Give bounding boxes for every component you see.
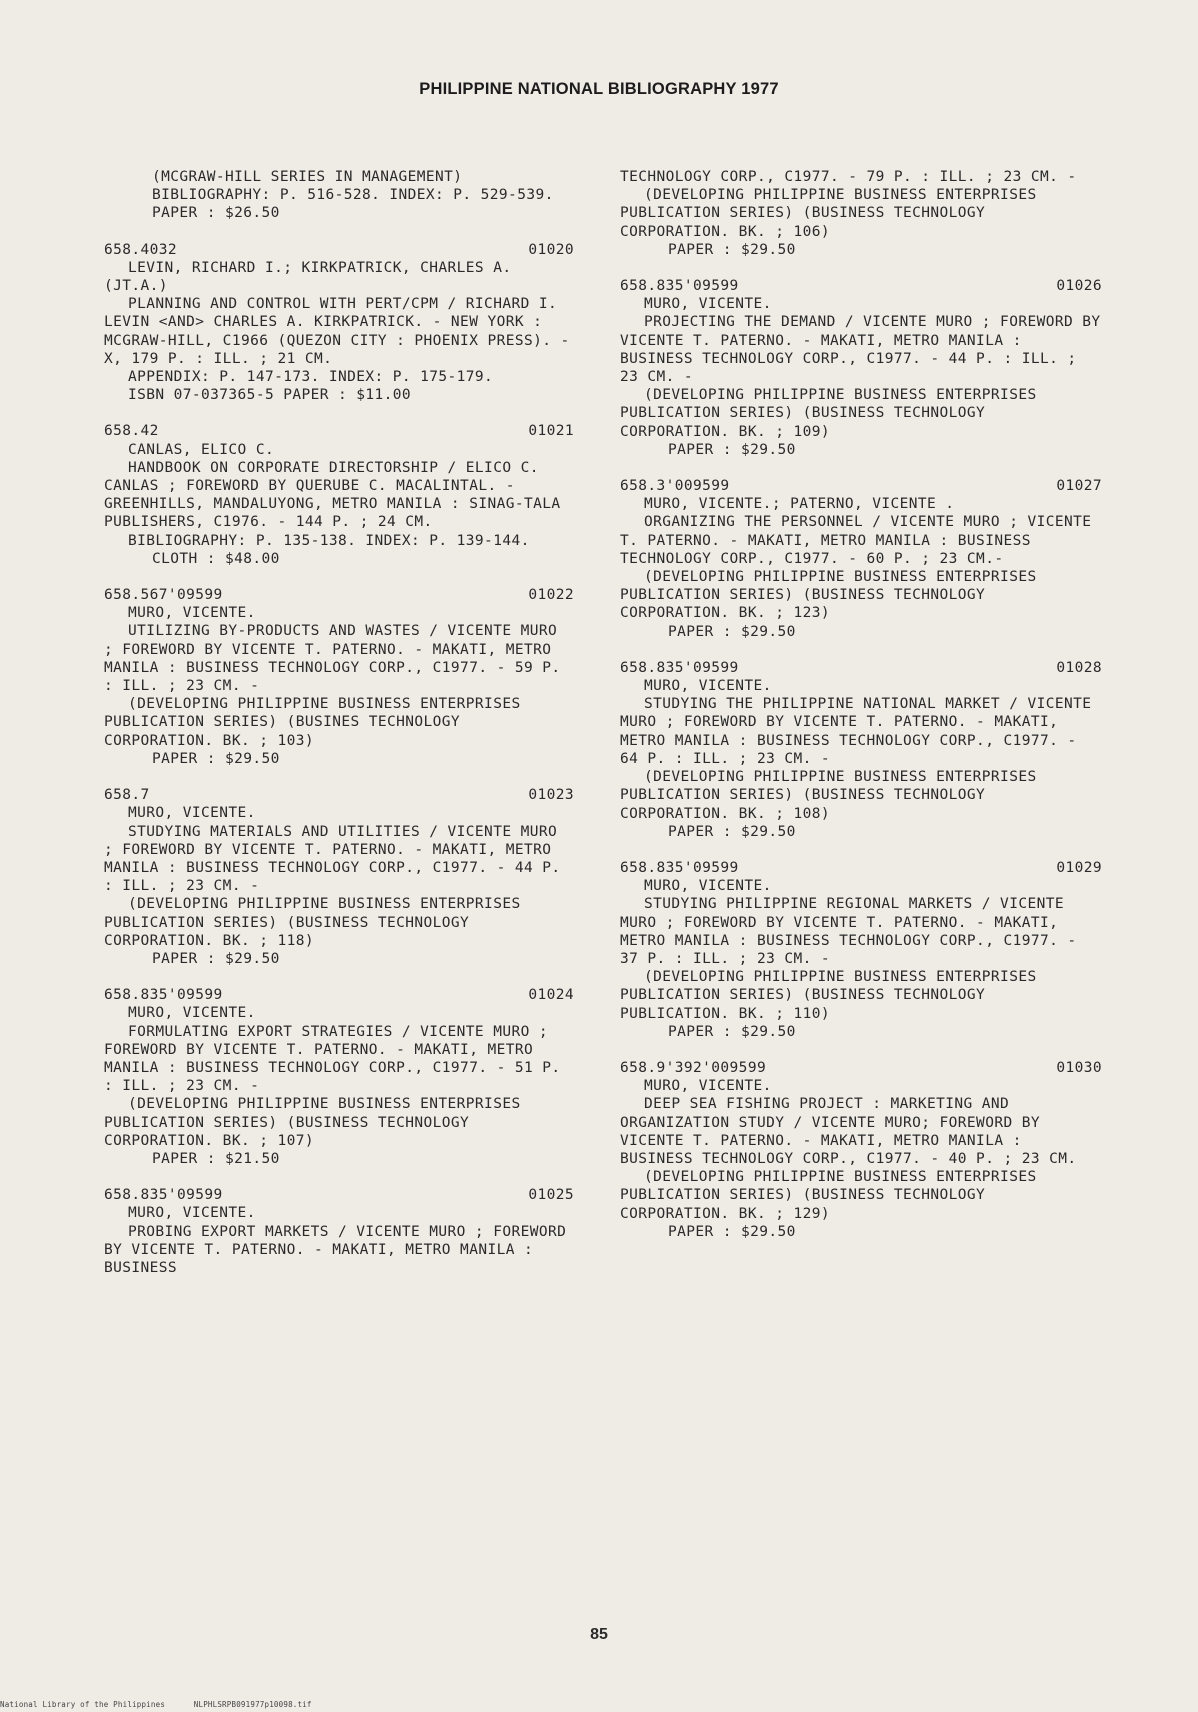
series-note: (DEVELOPING PHILIPPINE BUSINESS ENTERPRISES PUBLICATION SERIES) (BUSINESS TECHNOLOGY CORPORATION. BK. ; 108) [620,769,1037,822]
series-note: (MCGRAW-HILL SERIES IN MANAGEMENT) [152,169,463,185]
bib-entry [620,659,1102,841]
footer-library: National Library of the Philippines [0,1700,166,1709]
price: PAPER : $21.50 [152,1150,280,1167]
price: PAPER : $29.50 [152,950,280,967]
author: MURO, VICENTE. [644,296,772,313]
price: CLOTH : $48.00 [152,550,280,567]
title-statement: ORGANIZING THE PERSONNEL / VICENTE MURO ; VICENTE T. PATERNO. - MAKATI, METRO MANILA : BUSINESS TECHNOLOGY CORP., C1977. - 60 P. ; 23 CM.- [620,514,1092,567]
class-number: 658.3'009599 [620,478,730,495]
price: PAPER : $29.50 [668,1023,796,1040]
title-statement: UTILIZING BY-PRODUCTS AND WASTES / VICENTE MURO ; FOREWORD BY VICENTE T. PATERNO. - MAKATI, METRO MANILA : BUSINESS TECHNOLOGY CORP., C1977. - 59 P. : ILL. ; 23 CM. - [104,623,561,695]
title-statement: STUDYING PHILIPPINE REGIONAL MARKETS / VICENTE MURO ; FOREWORD BY VICENTE T. PATERNO. - MAKATI, METRO MANILA : BUSINESS TECHNOLOGY CORP., C1977. - 37 P. : ILL. ; 23 CM. - [620,896,1077,967]
author: LEVIN, RICHARD I.; KIRKPATRICK, CHARLES A. (JT.A.) [104,259,512,295]
continuation-block [104,168,574,223]
title-statement: PLANNING AND CONTROL WITH PERT/CPM / RICHARD I. LEVIN <AND> CHARLES A. KIRKPATRICK. - NEW YORK : MCGRAW-HILL, C1966 (QUEZON CITY : PHOENIX PRESS). - X, 179 P. : ILL. ; 21 CM. [104,296,570,367]
class-number: 658.7 [104,787,150,804]
author: MURO, VICENTE. [128,805,256,822]
page-number: 85 [590,1626,608,1643]
entry-number: 01030 [1056,1059,1102,1076]
class-number: 658.835'09599 [104,987,223,1004]
bib-entry [104,586,574,768]
author: MURO, VICENTE. [128,1205,256,1222]
bib-entry [104,786,574,968]
footer-file: NLPHLSRPB091977p10098.tif [193,1700,312,1709]
price: PAPER : $29.50 [668,623,796,640]
bib-entry [620,477,1102,641]
class-number: 658.4032 [104,241,178,258]
series-note: (DEVELOPING PHILIPPINE BUSINESS ENTERPRISES PUBLICATION SERIES) (BUSINES TECHNOLOGY CORPORATION. BK. ; 103) [104,696,521,749]
scan-footer [0,1700,336,1709]
entry-number: 01025 [528,1187,574,1204]
note: APPENDIX: P. 147-173. INDEX: P. 175-179. [128,369,494,386]
bib-entry [620,859,1102,1041]
price: PAPER : $29.50 [668,823,796,840]
class-number: 658.9'392'009599 [620,1059,767,1076]
entry-number: 01023 [528,787,574,804]
title-statement: HANDBOOK ON CORPORATE DIRECTORSHIP / ELICO C. CANLAS ; FOREWORD BY QUERUBE C. MACALINTAL. - GREENHILLS, MANDALUYONG, METRO MANILA : SINAG-TALA PUBLISHERS, C1976. - 144 P. ; 24 CM. [104,459,561,531]
title-statement: PROJECTING THE DEMAND / VICENTE MURO ; FOREWORD BY VICENTE T. PATERNO. - MAKATI, METRO MANILA : BUSINESS TECHNOLOGY CORP., C1977. - 44 P. : ILL. ; 23 CM. - [620,314,1101,386]
entry-number: 01026 [1056,278,1102,295]
series-note: (DEVELOPING PHILIPPINE BUSINESS ENTERPRISES PUBLICATION SERIES) (BUSINESS TECHNOLOGY CORPORATION. BK. ; 107) [104,1096,521,1149]
price: PAPER : $29.50 [668,241,796,258]
author: CANLAS, ELICO C. [128,441,275,458]
entry-number: 01021 [528,423,574,440]
series-note: (DEVELOPING PHILIPPINE BUSINESS ENTERPRISES PUBLICATION SERIES) (BUSINESS TECHNOLOGY CORPORATION. BK. ; 123) [620,569,1037,622]
class-number: 658.835'09599 [620,859,739,876]
class-number: 658.835'09599 [620,278,739,295]
series-note: (DEVELOPING PHILIPPINE BUSINESS ENTERPRISES PUBLICATION SERIES) (BUSINESS TECHNOLOGY CORPORATION. BK. ; 109) [620,387,1037,440]
right-column [620,168,1102,1259]
entry-number: 01024 [528,987,574,1004]
entry-number: 01020 [528,241,574,258]
class-number: 658.567'09599 [104,587,223,604]
class-number: 658.42 [104,423,159,440]
bib-entry [104,422,574,568]
author: MURO, VICENTE.; PATERNO, VICENTE . [644,496,955,513]
page-title: PHILIPPINE NATIONAL BIBLIOGRAPHY 1977 [419,80,779,98]
class-number: 658.835'09599 [620,659,739,676]
series-note: (DEVELOPING PHILIPPINE BUSINESS ENTERPRISES PUBLICATION SERIES) (BUSINESS TECHNOLOGY CORPORATION. BK. ; 118) [104,896,521,949]
entry-number: 01029 [1056,859,1102,876]
bib-entry [104,986,574,1168]
bib-entry [104,1186,574,1277]
title-statement: STUDYING THE PHILIPPINE NATIONAL MARKET / VICENTE MURO ; FOREWORD BY VICENTE T. PATERNO. - MAKATI, METRO MANILA : BUSINESS TECHNOLOGY CORP., C1977. - 64 P. : ILL. ; 23 CM. - [620,696,1092,767]
author: MURO, VICENTE. [128,1005,256,1022]
price: PAPER : $26.50 [152,205,280,222]
note: BIBLIOGRAPHY: P. 135-138. INDEX: P. 139-144. [128,532,530,549]
author: MURO, VICENTE. [644,878,772,895]
price: PAPER : $29.50 [152,750,280,767]
series-note: (DEVELOPING PHILIPPINE BUSINESS ENTERPRISES PUBLICATION SERIES) (BUSINESS TECHNOLOGY CORPORATION. BK. ; 106) [620,187,1037,240]
entry-number: 01028 [1056,659,1102,676]
collation: TECHNOLOGY CORP., C1977. - 79 P. : ILL. ; 23 CM. - [620,169,1077,185]
left-column [104,168,574,1295]
entry-number: 01022 [528,587,574,604]
price: PAPER : $29.50 [668,1223,796,1240]
title-statement: STUDYING MATERIALS AND UTILITIES / VICENTE MURO ; FOREWORD BY VICENTE T. PATERNO. - MAKATI, METRO MANILA : BUSINESS TECHNOLOGY CORP., C1977. - 44 P. : ILL. ; 23 CM. - [104,823,561,895]
author: MURO, VICENTE. [128,605,256,622]
class-number: 658.835'09599 [104,1187,223,1204]
author: MURO, VICENTE. [644,1078,772,1095]
continuation-block [620,168,1102,259]
bibliography-note: BIBLIOGRAPHY: P. 516-528. INDEX: P. 529-539. [152,187,554,204]
title-statement: PROBING EXPORT MARKETS / VICENTE MURO ; FOREWORD BY VICENTE T. PATERNO. - MAKATI, METRO MANILA : BUSINESS [104,1223,567,1276]
series-note: (DEVELOPING PHILIPPINE BUSINESS ENTERPRISES PUBLICATION SERIES) (BUSINESS TECHNOLOGY CORPORATION. BK. ; 129) [620,1169,1037,1222]
bib-entry [620,277,1102,459]
price: ISBN 07-037365-5 PAPER : $11.00 [128,387,412,404]
series-note: (DEVELOPING PHILIPPINE BUSINESS ENTERPRISES PUBLICATION SERIES) (BUSINESS TECHNOLOGY PUBLICATION. BK. ; 110) [620,969,1037,1022]
entry-number: 01027 [1056,478,1102,495]
title-statement: FORMULATING EXPORT STRATEGIES / VICENTE MURO ; FOREWORD BY VICENTE T. PATERNO. - MAKATI, METRO MANILA : BUSINESS TECHNOLOGY CORP., C1977. - 51 P. : ILL. ; 23 CM. - [104,1023,561,1095]
bib-entry [104,241,574,405]
price: PAPER : $29.50 [668,441,796,458]
title-statement: DEEP SEA FISHING PROJECT : MARKETING AND ORGANIZATION STUDY / VICENTE MURO; FOREWORD BY VICENTE T. PATERNO. - MAKATI, METRO MANILA : BUSINESS TECHNOLOGY CORP., C1977. - 40 P. ; 23 CM. [620,1096,1077,1167]
author: MURO, VICENTE. [644,678,772,695]
bib-entry [620,1059,1102,1241]
